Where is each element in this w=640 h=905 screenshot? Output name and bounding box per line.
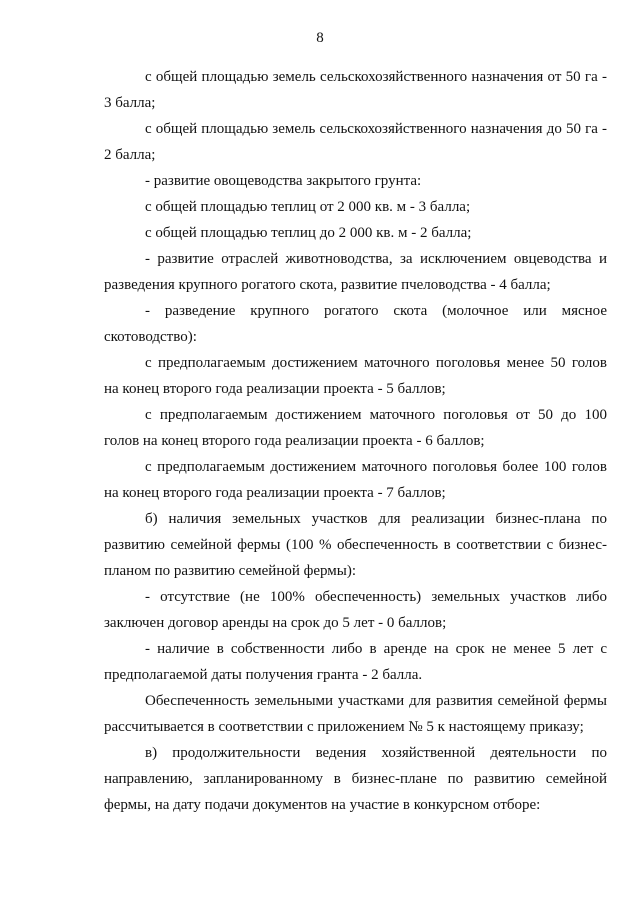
page-number: 8 — [316, 30, 324, 46]
paragraph: б) наличия земельных участков для реализации бизнес-плана по развитию семейной фермы (100 % обеспеченность в соответствии с бизнес-планом по развитию семейной фермы): — [104, 511, 607, 579]
paragraph: в) продолжительности ведения хозяйственной деятельности по направлению, запланированному в бизнес-плане по развитию семейной фермы, на дату подачи документов на участие в конкурсном отборе: — [104, 745, 607, 813]
paragraph: с предполагаемым достижением маточного поголовья более 100 голов на конец второго года реализации проекта - 7 баллов; — [104, 459, 607, 501]
paragraph: - развитие овощеводства закрытого грунта: — [145, 173, 422, 189]
paragraph: с общей площадью земель сельскохозяйственного назначения до 50 га - 2 балла; — [104, 121, 607, 163]
paragraph: с предполагаемым достижением маточного поголовья менее 50 голов на конец второго года реализации проекта - 5 баллов; — [104, 355, 607, 397]
paragraph: - отсутствие (не 100% обеспеченность) земельных участков либо заключен договор аренды на срок до 5 лет - 0 баллов; — [104, 589, 607, 631]
paragraph: с общей площадью земель сельскохозяйственного назначения от 50 га - 3 балла; — [104, 69, 607, 111]
paragraph: - развитие отраслей животноводства, за исключением овцеводства и разведения крупного рогатого скота, развитие пчеловодства - 4 балла; — [104, 251, 607, 293]
paragraph: с предполагаемым достижением маточного поголовья от 50 до 100 голов на конец второго года реализации проекта - 6 баллов; — [104, 407, 607, 449]
paragraph: с общей площадью теплиц от 2 000 кв. м - 3 балла; — [145, 199, 471, 215]
paragraph: с общей площадью теплиц до 2 000 кв. м - 2 балла; — [145, 225, 472, 241]
paragraph: - наличие в собственности либо в аренде на срок не менее 5 лет с предполагаемой даты получения гранта - 2 балла. — [104, 641, 607, 683]
paragraph: Обеспеченность земельными участками для развития семейной фермы рассчитывается в соответствии с приложением № 5 к настоящему приказу; — [104, 693, 607, 735]
paragraph: - разведение крупного рогатого скота (молочное или мясное скотоводство): — [104, 303, 607, 345]
document-body — [104, 64, 607, 818]
